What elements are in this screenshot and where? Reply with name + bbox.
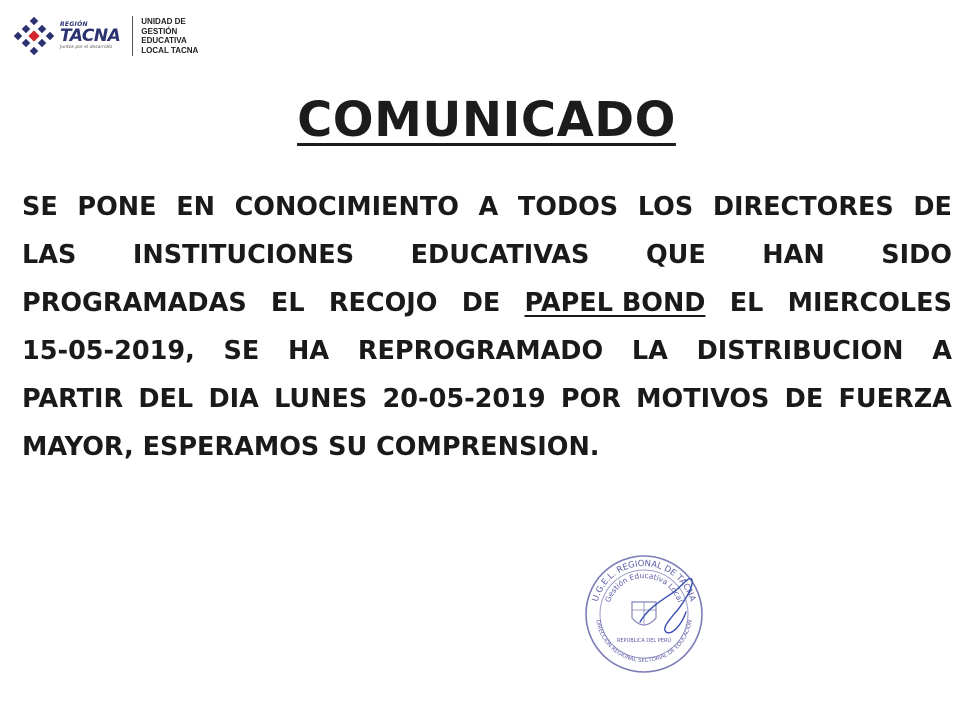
- word: EDUCATIVAS: [410, 240, 590, 270]
- word: MOTIVOS: [636, 384, 770, 414]
- word: 20-05-2019: [382, 384, 546, 414]
- title-wrapper: [0, 92, 973, 148]
- word: INSTITUCIONES: [132, 240, 355, 270]
- word: DE: [913, 192, 952, 222]
- word: SIDO: [881, 240, 952, 270]
- word: LAS: [22, 240, 77, 270]
- underlined-item: PAPEL BOND: [524, 288, 706, 318]
- body-line-4: [22, 327, 952, 375]
- word: LA: [631, 336, 668, 366]
- word: FUERZA: [838, 384, 952, 414]
- word: A: [932, 336, 952, 366]
- word: DEL: [138, 384, 194, 414]
- official-stamp: [582, 552, 706, 676]
- word: SE: [22, 192, 58, 222]
- brand-block: [60, 22, 120, 51]
- stamp-inner-top: Gestión Educativa Local: [603, 570, 685, 604]
- word: DIRECTORES: [712, 192, 894, 222]
- word: HA: [288, 336, 330, 366]
- word: 15-05-2019,: [22, 336, 195, 366]
- word: PROGRAMADAS: [22, 288, 247, 318]
- word: EN: [176, 192, 215, 222]
- brand-tagline: Juntos por el desarrollo: [60, 44, 113, 50]
- body-line-5: [22, 375, 952, 423]
- word: DE: [784, 384, 824, 414]
- word: PONE: [77, 192, 157, 222]
- word: DIA: [208, 384, 259, 414]
- word: MIERCOLES: [787, 288, 952, 318]
- word: LUNES: [274, 384, 368, 414]
- page-title: COMUNICADO: [297, 92, 676, 148]
- word: SE: [223, 336, 260, 366]
- stamp-outer-bottom: DIRECCIÓN REGIONAL SECTORIAL DE EDUCACIÓN: [594, 619, 694, 665]
- header-divider: [132, 16, 133, 56]
- word: QUE: [645, 240, 706, 270]
- stamp-center-text: REPÚBLICA DEL PERÚ: [616, 638, 672, 644]
- ugel-line: EDUCATIVA: [141, 36, 187, 45]
- ugel-line: LOCAL TACNA: [141, 45, 199, 55]
- word: DISTRIBUCION: [696, 336, 904, 366]
- stamp-outer-top: U.G.E.L. REGIONAL DE TACNA: [590, 558, 698, 603]
- ugel-line: GESTIÓN: [141, 26, 178, 36]
- brand-name: TACNA: [60, 25, 121, 46]
- word: PARTIR: [22, 384, 124, 414]
- brand-region: REGIÓN: [60, 20, 88, 28]
- letterhead: [14, 16, 198, 56]
- word: REPROGRAMADO: [357, 336, 604, 366]
- word: POR: [560, 384, 621, 414]
- word: RECOJO: [328, 288, 438, 318]
- body-line-3: [22, 279, 952, 327]
- region-tacna-logo-icon: [14, 16, 54, 56]
- word: CONOCIMIENTO: [234, 192, 459, 222]
- word: TODOS: [517, 192, 619, 222]
- word: EL: [729, 288, 764, 318]
- coat-of-arms-icon: [632, 602, 656, 625]
- ugel-line: UNIDAD DE: [141, 17, 186, 26]
- body-line-2: [22, 231, 952, 279]
- word: HAN: [762, 240, 825, 270]
- word: DE: [461, 288, 501, 318]
- body-line-1: [22, 183, 952, 231]
- closing-sentence: MAYOR, ESPERAMOS SU COMPRENSION.: [22, 432, 600, 462]
- ugel-name: [141, 17, 198, 55]
- body-line-6: [22, 423, 952, 471]
- notice-body: [22, 183, 952, 471]
- word: A: [478, 192, 499, 222]
- word: EL: [270, 288, 305, 318]
- word: LOS: [637, 192, 694, 222]
